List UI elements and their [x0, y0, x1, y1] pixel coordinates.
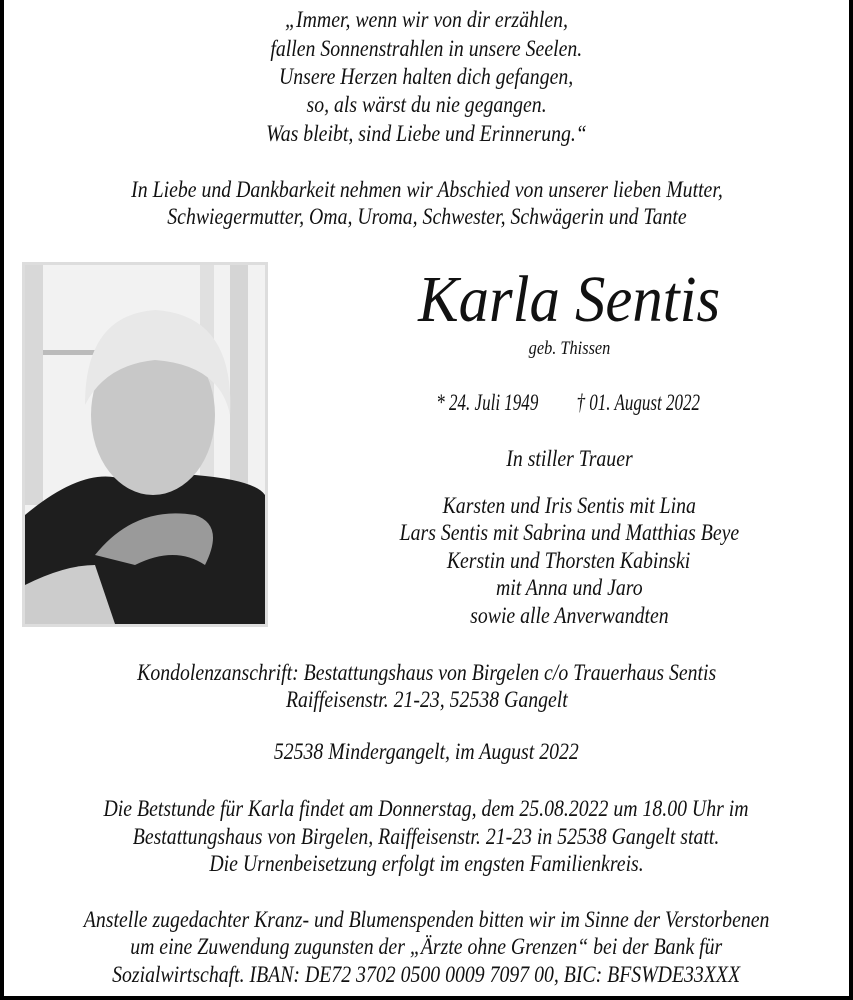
- deceased-name: Karla Sentis: [418, 263, 720, 336]
- donation-line: Sozialwirtschaft. IBAN: DE72 3702 0500 0009 7097 00, BIC: BFSWDE33XXX: [112, 962, 741, 987]
- condolence-line: Kondolenzanschrift: Bestattungshaus von Birgelen c/o Trauerhaus Sentis: [136, 660, 717, 685]
- poem-line: Unsere Herzen halten dich gefangen,: [279, 64, 574, 89]
- intro-line: In Liebe und Dankbarkeit nehmen wir Abschied von unserer lieben Mutter,: [130, 177, 723, 202]
- service-line: Die Betstunde für Karla findet am Donnerstag, dem 25.08.2022 um 18.00 Uhr im: [103, 796, 749, 821]
- poem-line: Was bleibt, sind Liebe und Erinnerung.“: [266, 121, 587, 146]
- service-line: Bestattungshaus von Birgelen, Raiffeisenstr. 21-23 in 52538 Gangelt statt.: [133, 824, 720, 849]
- portrait-photo: [22, 262, 268, 627]
- mourner-line: mit Anna und Jaro: [495, 575, 643, 600]
- mourning-heading: In stiller Trauer: [505, 446, 633, 471]
- poem-line: so, als wärst du nie gegangen.: [306, 92, 547, 117]
- mourner-line: Lars Sentis mit Sabrina und Matthias Beye: [399, 520, 739, 545]
- poem-line: „Immer, wenn wir von dir erzählen,: [285, 7, 568, 32]
- mourner-line: Kerstin und Thorsten Kabinski: [447, 548, 691, 573]
- donation-line: um eine Zuwendung zugunsten der „Ärzte ohne Grenzen“ bei der Bank für: [130, 934, 723, 959]
- condolence-line: Raiffeisenstr. 21-23, 52538 Gangelt: [285, 687, 568, 712]
- donation-line: Anstelle zugedachter Kranz- und Blumenspenden bitten wir im Sinne der Verstorbenen: [83, 907, 770, 932]
- place-date: 52538 Mindergangelt, im August 2022: [274, 739, 579, 764]
- portrait-image: [25, 265, 265, 624]
- death-date: † 01. August 2022: [576, 390, 700, 415]
- poem-line: fallen Sonnenstrahlen in unsere Seelen.: [270, 36, 583, 61]
- intro-line: Schwiegermutter, Oma, Uroma, Schwester, Schwägerin und Tante: [166, 204, 687, 229]
- birth-name: geb. Thissen: [528, 338, 610, 359]
- mourner-line: sowie alle Anverwandten: [469, 603, 669, 628]
- mourner-line: Karsten und Iris Sentis mit Lina: [442, 493, 696, 518]
- birth-date: * 24. Juli 1949: [436, 390, 539, 415]
- life-dates: [289, 390, 849, 416]
- service-line: Die Urnenbeisetzung erfolgt im engsten Familienkreis.: [209, 851, 644, 876]
